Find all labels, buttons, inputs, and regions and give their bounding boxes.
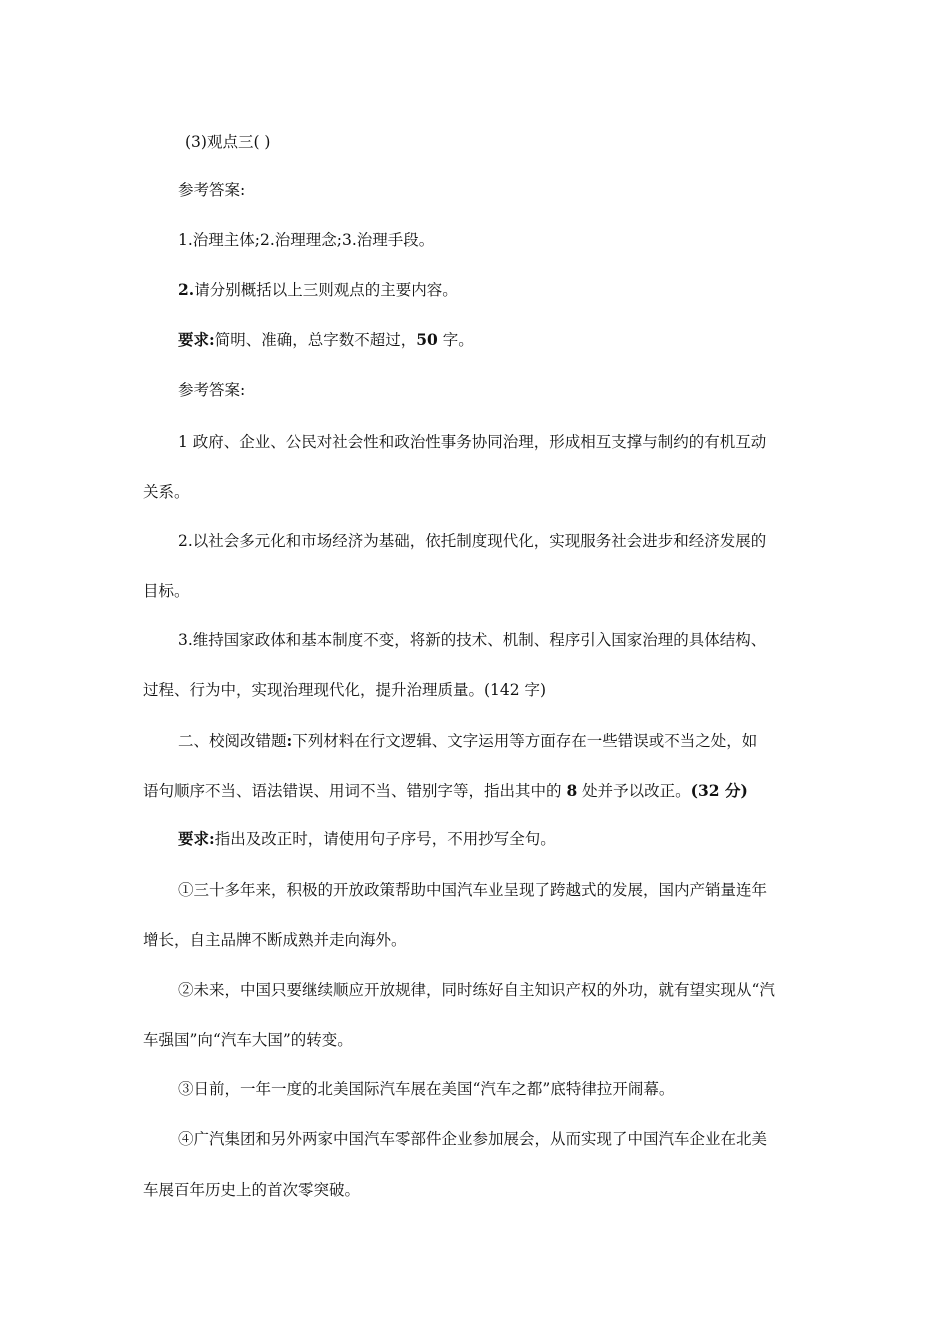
answer-1: 1.治理主体;2.治理理念;3.治理手段。 (178, 231, 435, 249)
requirement-text-2: 指出及改正时，请使用句子序号，不用抄写全句。 (214, 830, 556, 848)
section2-line1 (178, 731, 813, 751)
requirement-1 (178, 330, 813, 350)
question-2-number: 2. (178, 280, 195, 299)
answer-2-item3-line1: 3.维持国家政体和基本制度不变，将新的技术、机制、程序引入国家治理的具体结构、 (178, 631, 767, 649)
answer-2-item3-line2: 过程、行为中，实现治理现代化，提升治理质量。(142 字) (143, 681, 547, 699)
viewpoint3-line: (3)观点三( ) (185, 133, 271, 151)
answer-2-item2-line1: 2.以社会多元化和市场经济为基础，依托制度现代化，实现服务社会进步和经济发展的 (178, 532, 767, 550)
answer-heading-2: 参考答案: (178, 381, 246, 399)
answer-heading-1: 参考答案: (178, 181, 246, 199)
requirement-number-1: 50 (416, 330, 438, 349)
section2-number: 8 (566, 781, 578, 800)
section2-line2a: 语句顺序不当、语法错误、用词不当、错别字等，指出其中的 (143, 782, 567, 800)
sentence1-line1: ①三十多年来，积极的开放政策帮助中国汽车业呈现了跨越式的发展，国内产销量连年 (178, 881, 768, 899)
section2-colon: : (286, 731, 293, 750)
requirement-label-1: 要求: (178, 330, 215, 349)
sentence4-line2: 车展百年历史上的首次零突破。 (143, 1181, 361, 1199)
sentence4-line1: ④广汽集团和另外两家中国汽车零部件企业参加展会，从而实现了中国汽车企业在北美 (178, 1130, 768, 1148)
question-2 (178, 280, 813, 300)
section2-line2b: 处并予以改正。 (577, 782, 691, 800)
requirement-2 (178, 829, 813, 849)
requirement-label-2: 要求: (178, 829, 215, 848)
section2-line1-rest: 下列材料在行文逻辑、文字运用等方面存在一些错误或不当之处，如 (292, 732, 758, 750)
answer-2-item2-line2: 目标。 (143, 582, 190, 600)
question-2-text: 请分别概括以上三则观点的主要内容。 (194, 281, 458, 299)
requirement-text-1a: 简明、准确，总字数不超过， (214, 331, 417, 349)
requirement-text-1b: 字。 (437, 331, 474, 349)
sentence3-line1: ③日前，一年一度的北美国际汽车展在美国“汽车之都”底特律拉开闹幕。 (178, 1080, 675, 1098)
section2-title: 二、校阅改错题 (178, 732, 287, 750)
sentence2-line1: ②未来，中国只要继续顺应开放规律，同时练好自主知识产权的外功，就有望实现从“汽 (178, 981, 775, 999)
answer-2-item1-line1: 1 政府、企业、公民对社会性和政治性事务协同治理，形成相互支撑与制约的有机互动 (178, 433, 767, 451)
section2-score: (32 分) (690, 781, 748, 800)
section2-line2 (143, 781, 813, 801)
sentence1-line2: 增长，自主品牌不断成熟并走向海外。 (143, 931, 407, 949)
sentence2-line2: 车强国”向“汽车大国”的转变。 (143, 1031, 353, 1049)
answer-2-item1-line2: 关系。 (143, 483, 190, 501)
